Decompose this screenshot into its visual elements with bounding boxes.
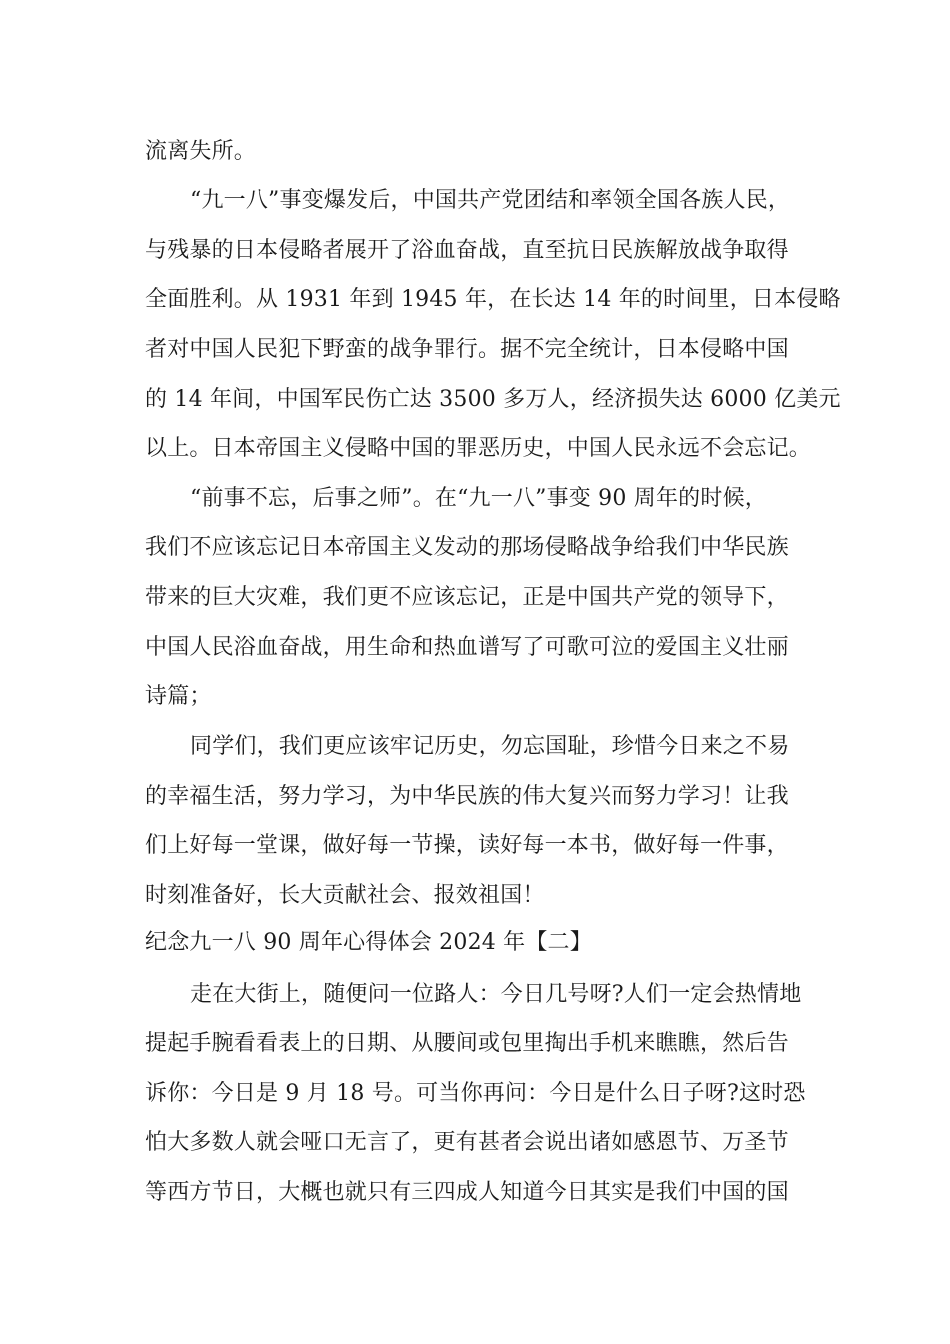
- text-line: 们上好每一堂课，做好每一节操，读好每一本书，做好每一件事，: [145, 833, 789, 858]
- text-line: 走在大街上，随便问一位路人：今日几号呀?人们一定会热情地: [190, 982, 802, 1007]
- text-line: “九一八”事变爆发后，中国共产党团结和率领全国各族人民，: [190, 188, 791, 213]
- text-line: 中国人民浴血奋战，用生命和热血谱写了可歌可泣的爱国主义壮丽: [145, 635, 789, 660]
- text-line: 时刻准备好，长大贡献社会、报效祖国！: [145, 883, 545, 908]
- text-line: 全面胜利。从 1931 年到 1945 年，在长达 14 年的时间里，日本侵略: [145, 287, 841, 312]
- text-line: 提起手腕看看表上的日期、从腰间或包里掏出手机来瞧瞧，然后告: [145, 1031, 789, 1056]
- text-line: 同学们，我们更应该牢记历史，勿忘国耻，珍惜今日来之不易: [190, 734, 790, 759]
- text-line: 诗篇；: [145, 684, 212, 709]
- text-line: 等西方节日，大概也就只有三四成人知道今日其实是我们中国的国: [145, 1180, 789, 1205]
- section-heading: 纪念九一八 90 周年心得体会 2024 年【二】: [145, 930, 592, 955]
- text-line: “前事不忘，后事之师”。在“九一八”事变 90 周年的时候，: [190, 486, 767, 511]
- text-line: 以上。日本帝国主义侵略中国的罪恶历史，中国人民永远不会忘记。: [145, 436, 812, 461]
- text-line: 的幸福生活，努力学习，为中华民族的伟大复兴而努力学习！让我: [145, 784, 789, 809]
- text-line: 的 14 年间，中国军民伤亡达 3500 多万人，经济损失达 6000 亿美元: [145, 387, 841, 412]
- text-line: 者对中国人民犯下野蛮的战争罪行。据不完全统计，日本侵略中国: [145, 337, 789, 362]
- text-line: 怕大多数人就会哑口无言了，更有甚者会说出诸如感恩节、万圣节: [145, 1130, 789, 1155]
- text-line: 流离失所。: [145, 139, 257, 164]
- text-line: 诉你：今日是 9 月 18 号。可当你再问：今日是什么日子呀?这时恐: [145, 1081, 806, 1106]
- text-line: 带来的巨大灾难，我们更不应该忘记，正是中国共产党的领导下，: [145, 585, 789, 610]
- text-line: 与残暴的日本侵略者展开了浴血奋战，直至抗日民族解放战争取得: [145, 238, 789, 263]
- text-line: 我们不应该忘记日本帝国主义发动的那场侵略战争给我们中华民族: [145, 535, 789, 560]
